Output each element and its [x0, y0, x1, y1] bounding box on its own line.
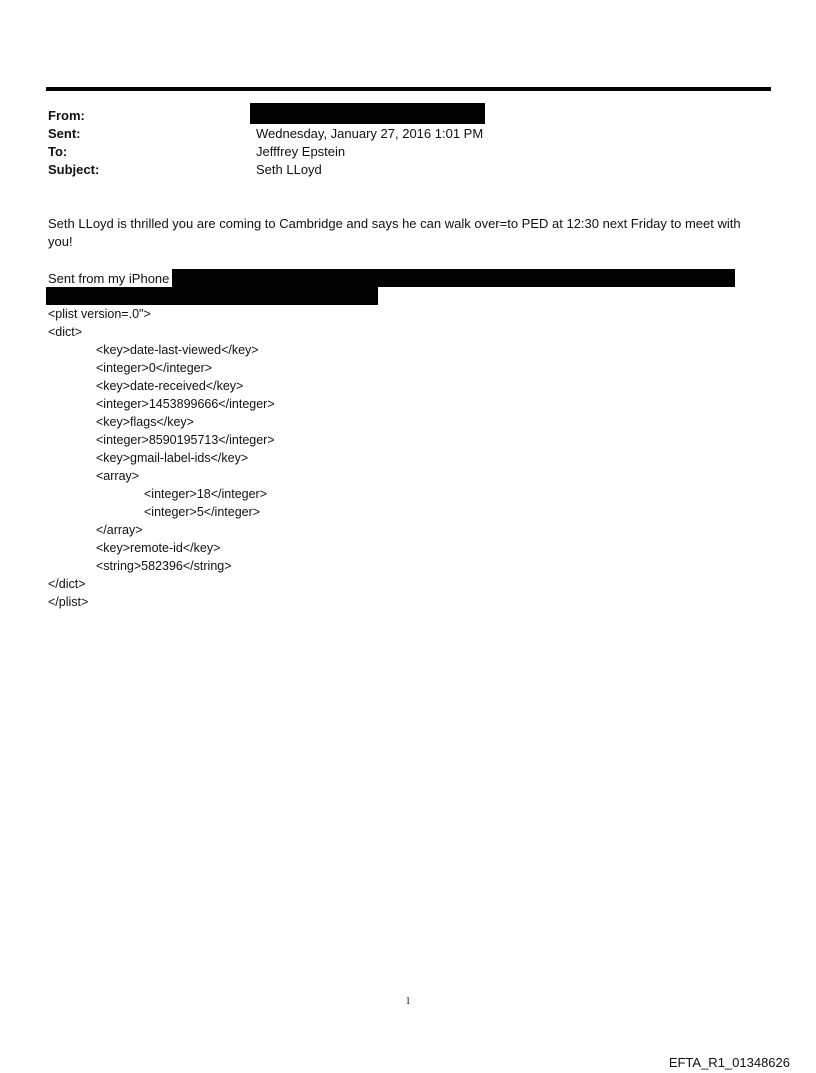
plist-line: <integer>8590195713</integer> — [96, 433, 275, 447]
page-number: 1 — [405, 996, 411, 1007]
plist-line: <dict> — [48, 325, 83, 339]
to-value: Jefffrey Epstein — [256, 144, 346, 159]
subject-label: Subject: — [48, 162, 100, 177]
subject-value: Seth LLoyd — [256, 162, 322, 177]
plist-line: <array> — [96, 469, 140, 483]
plist-line: <key>flags</key> — [96, 415, 194, 429]
plist-line: <plist version=.0"> — [48, 307, 151, 321]
plist-line: <integer>0</integer> — [96, 361, 213, 375]
redaction-signature-line-2 — [46, 287, 378, 305]
plist-line: <string>582396</string> — [96, 559, 232, 573]
plist-line: <integer>1453899666</integer> — [96, 397, 275, 411]
redaction-signature-line — [172, 269, 735, 287]
to-label: To: — [48, 144, 68, 159]
sent-label: Sent: — [48, 126, 81, 141]
redaction-from — [250, 103, 485, 124]
plist-line: <key>remote-id</key> — [96, 541, 221, 555]
plist-line: </array> — [96, 523, 143, 537]
plist-line: </dict> — [48, 577, 86, 591]
plist-line: </plist> — [48, 595, 89, 609]
from-label: From: — [48, 108, 85, 123]
signature: Sent from my iPhone — [48, 271, 170, 286]
plist-block — [48, 305, 275, 611]
header-rule — [46, 87, 771, 91]
plist-line: <key>date-received</key> — [96, 379, 244, 393]
plist-line: <integer>5</integer> — [144, 505, 261, 519]
plist-line: <key>gmail-label-ids</key> — [96, 451, 249, 465]
plist-line: <key>date-last-viewed</key> — [96, 343, 259, 357]
sent-value: Wednesday, January 27, 2016 1:01 PM — [256, 126, 484, 141]
bates-number: EFTA_R1_01348626 — [668, 1055, 790, 1070]
plist-line: <integer>18</integer> — [144, 487, 268, 501]
message-body: Seth LLoyd is thrilled you are coming to Cambridge and says he can walk over=to PED at 12:30 next Friday to meet with you! — [48, 216, 741, 249]
